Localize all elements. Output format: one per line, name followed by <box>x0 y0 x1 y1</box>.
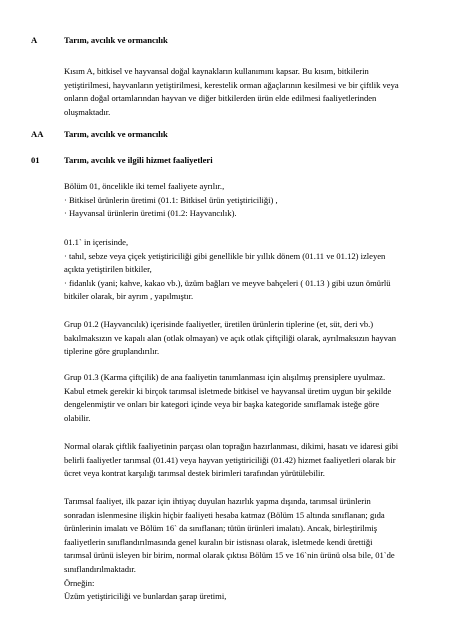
paragraph-line: Grup 01.3 (Karma çiftçilik) de ana faaliyetin tanımlanması için alışılmış prensiplere uyulmaz. <box>64 372 386 382</box>
paragraph-line: ücret veya kontrat karşılığı tarımsal destek birimleri tarafından yürütülebilir. <box>64 468 325 479</box>
paragraph-line: onların doğal ortamlarından hayvan ve diğer bitkilerden ürün elde edilmesi faaliyetlerinden <box>64 93 377 104</box>
paragraph-line: Tarımsal faaliyet, ilk pazar için ihtiyaç duyulan hazırlık yapma dışında, tarımsal ürünlerin <box>64 496 371 506</box>
list-item: · fidanlık (yani; kahve, kakao vb.), üzüm bağları ve meyve bahçeleri ( 01.13 ) gibi uzun ömürlü <box>64 277 391 288</box>
paragraph-line: Kabul etmek gerekir ki birçok tarımsal isletmede bitkisel ve hayvansal üretim uygun bir şekilde <box>64 385 392 396</box>
paragraph-division-01 <box>64 180 432 221</box>
section-code: 01 <box>31 155 40 165</box>
paragraph-01-2 <box>64 318 432 359</box>
section-code: A <box>31 35 38 45</box>
section-title: Tarım, avcılık ve ilgili hizmet faaliyetleri <box>64 155 213 165</box>
paragraph-line: yetiştirilmesi, hayvanların yetiştirilmesi, kerestelik orman ağaçlarının kesilmesi ve bir çiftlik veya <box>64 79 399 90</box>
paragraph-01-1 <box>64 236 432 304</box>
paragraph-line: ürünlerinin imalatı ve Bölüm 16` da sınıflanan; tütün ürünleri imalatı). Ancak, birleştirilmiş <box>64 523 378 534</box>
paragraph-support-services <box>64 440 432 481</box>
paragraph-line: tarımsal ürünü isleyen bir birim, normal olarak çıktısı Bölüm 15 ve 16`nin ürünü olsa bile, 01`de <box>64 550 395 561</box>
section-heading-aa <box>31 129 431 141</box>
paragraph-line: Örneğin: <box>64 577 95 588</box>
paragraph-line: dengelenmiştir ve onları bir kategori içinde veya bir başka kategoride sınıflamak isteğe göre <box>64 399 380 410</box>
list-item: · Bitkisel ürünlerin üretimi (01.1: Bitkisel ürün yetiştiriciliği) , <box>64 194 278 205</box>
section-title: Tarım, avcılık ve ormancılık <box>64 35 168 45</box>
section-code: AA <box>31 129 44 139</box>
paragraph-line: olabilir. <box>64 412 91 423</box>
intro-paragraph <box>64 65 432 119</box>
section-heading-a <box>31 35 431 47</box>
paragraph-line: sonradan islenmesine ilişkin hiçbir faaliyeti hesaba katmaz (Bölüm 15 altında sınıflanan; gıda <box>64 509 385 520</box>
paragraph-line: Bölüm 01, öncelikle iki temel faaliyete ayrılır., <box>64 181 225 191</box>
paragraph-processing <box>64 495 432 604</box>
paragraph-line: faaliyetlerin sınıflandırılmasında genel kuralın bir istisnası olarak, isletmede kendi ürettiği <box>64 536 373 547</box>
paragraph-line: oluşmaktadır. <box>64 106 111 117</box>
paragraph-line: Normal olarak çiftlik faaliyetinin parçası olan toprağın hazırlanması, dikimi, hasatı ve idaresi gibi <box>64 441 399 451</box>
paragraph-line: açıkta yetiştirilen bitkiler, <box>64 264 152 275</box>
paragraph-line: bakılmaksızın ve kapalı alan (otlak olmayan) ve açık otlak çiftçiliği olarak, ayrılmaksızın hayvan <box>64 332 397 343</box>
list-item: · Hayvansal ürünlerin üretimi (01.2: Hayvancılık). <box>64 208 237 219</box>
paragraph-line: bitkiler olarak, bir ayrım , yapılmıştır. <box>64 291 194 302</box>
paragraph-01-3 <box>64 371 432 425</box>
paragraph-line: Grup 01.2 (Hayvancılık) içerisinde faaliyetler, üretilen ürünlerin tiplerine (et, süt, deri vb.) <box>64 319 374 329</box>
paragraph-line: belirli faaliyetler tarımsal (01.41) veya hayvan yetiştiriciliği (01.42) hizmet faaliyetleri olarak bir <box>64 454 396 465</box>
paragraph-line: Üzüm yetiştiriciliği ve bunlardan şarap üretimi, <box>64 591 227 602</box>
paragraph-line: 01.1` in içerisinde, <box>64 237 129 247</box>
paragraph-line: tiplerine göre gruplandırılır. <box>64 346 160 357</box>
list-item: · tahıl, sebze veya çiçek yetiştiriciliği gibi genellikle bir yıllık dönem (01.11 ve 01.12) izleyen <box>64 250 386 261</box>
section-heading-01 <box>31 155 431 167</box>
paragraph-line: Kısım A, bitkisel ve hayvansal doğal kaynakların kullanımını kapsar. Bu kısım, bitkilerin <box>64 66 369 76</box>
paragraph-line: sınıflandırılmaktadır. <box>64 563 136 574</box>
section-title: Tarım, avcılık ve ormancılık <box>64 129 168 139</box>
